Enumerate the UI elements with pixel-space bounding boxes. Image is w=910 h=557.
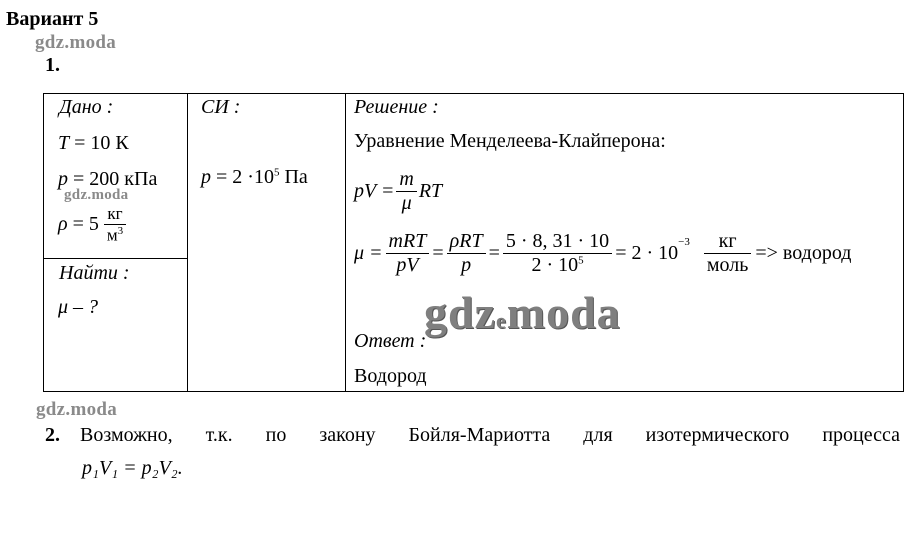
si-label: СИ : [201,96,241,118]
problem-2-text: Возможно, т.к. по закону Бойля-Мариотта для изотермического процесса [80,424,900,446]
given-temperature: T = 10 К [58,132,129,154]
watermark-large: gdzemoda [424,287,621,338]
problem-2-number: 2. [45,424,60,446]
watermark: gdz.moda [35,32,117,53]
find-label: Найти : [59,262,130,284]
equation-name: Уравнение Менделеева-Клайперона: [354,130,666,152]
page-title: Вариант 5 [6,8,99,30]
problem-2-formula: p₁V₁ = p₂V₂. [82,457,183,479]
watermark: gdz.moda [36,399,118,420]
watermark: gdz.moda [64,187,129,203]
answer-value: Водород [354,365,427,387]
given-density: ρ = 5 $\frac{кг}{м^3}$ [58,204,126,245]
answer-label: Ответ : [354,330,427,352]
si-pressure: $p = 2 \cdot 10^5$ Па [201,166,308,188]
solution-label: Решение : [354,96,439,118]
problem-1-number: 1. [45,54,60,76]
find-item: μ – ? [58,296,99,318]
equation-2: μ = $\frac{\text{mRT}}{pV}$ = $\frac{\text{ρRT}}{p}$ = $\frac{5 \cdot 8, 31 \cdot 10}{2 \cdot 10^5}$ = 2 · 10 $^{-3}$ $\frac{кг}{\text{моль}}$ => водород [354,230,852,276]
equation-1: pV = $\frac{m}{\mu}$ RT [354,168,443,214]
given-label: Дано : [59,96,114,118]
given-pressure: p = 200 кПа [58,168,158,190]
